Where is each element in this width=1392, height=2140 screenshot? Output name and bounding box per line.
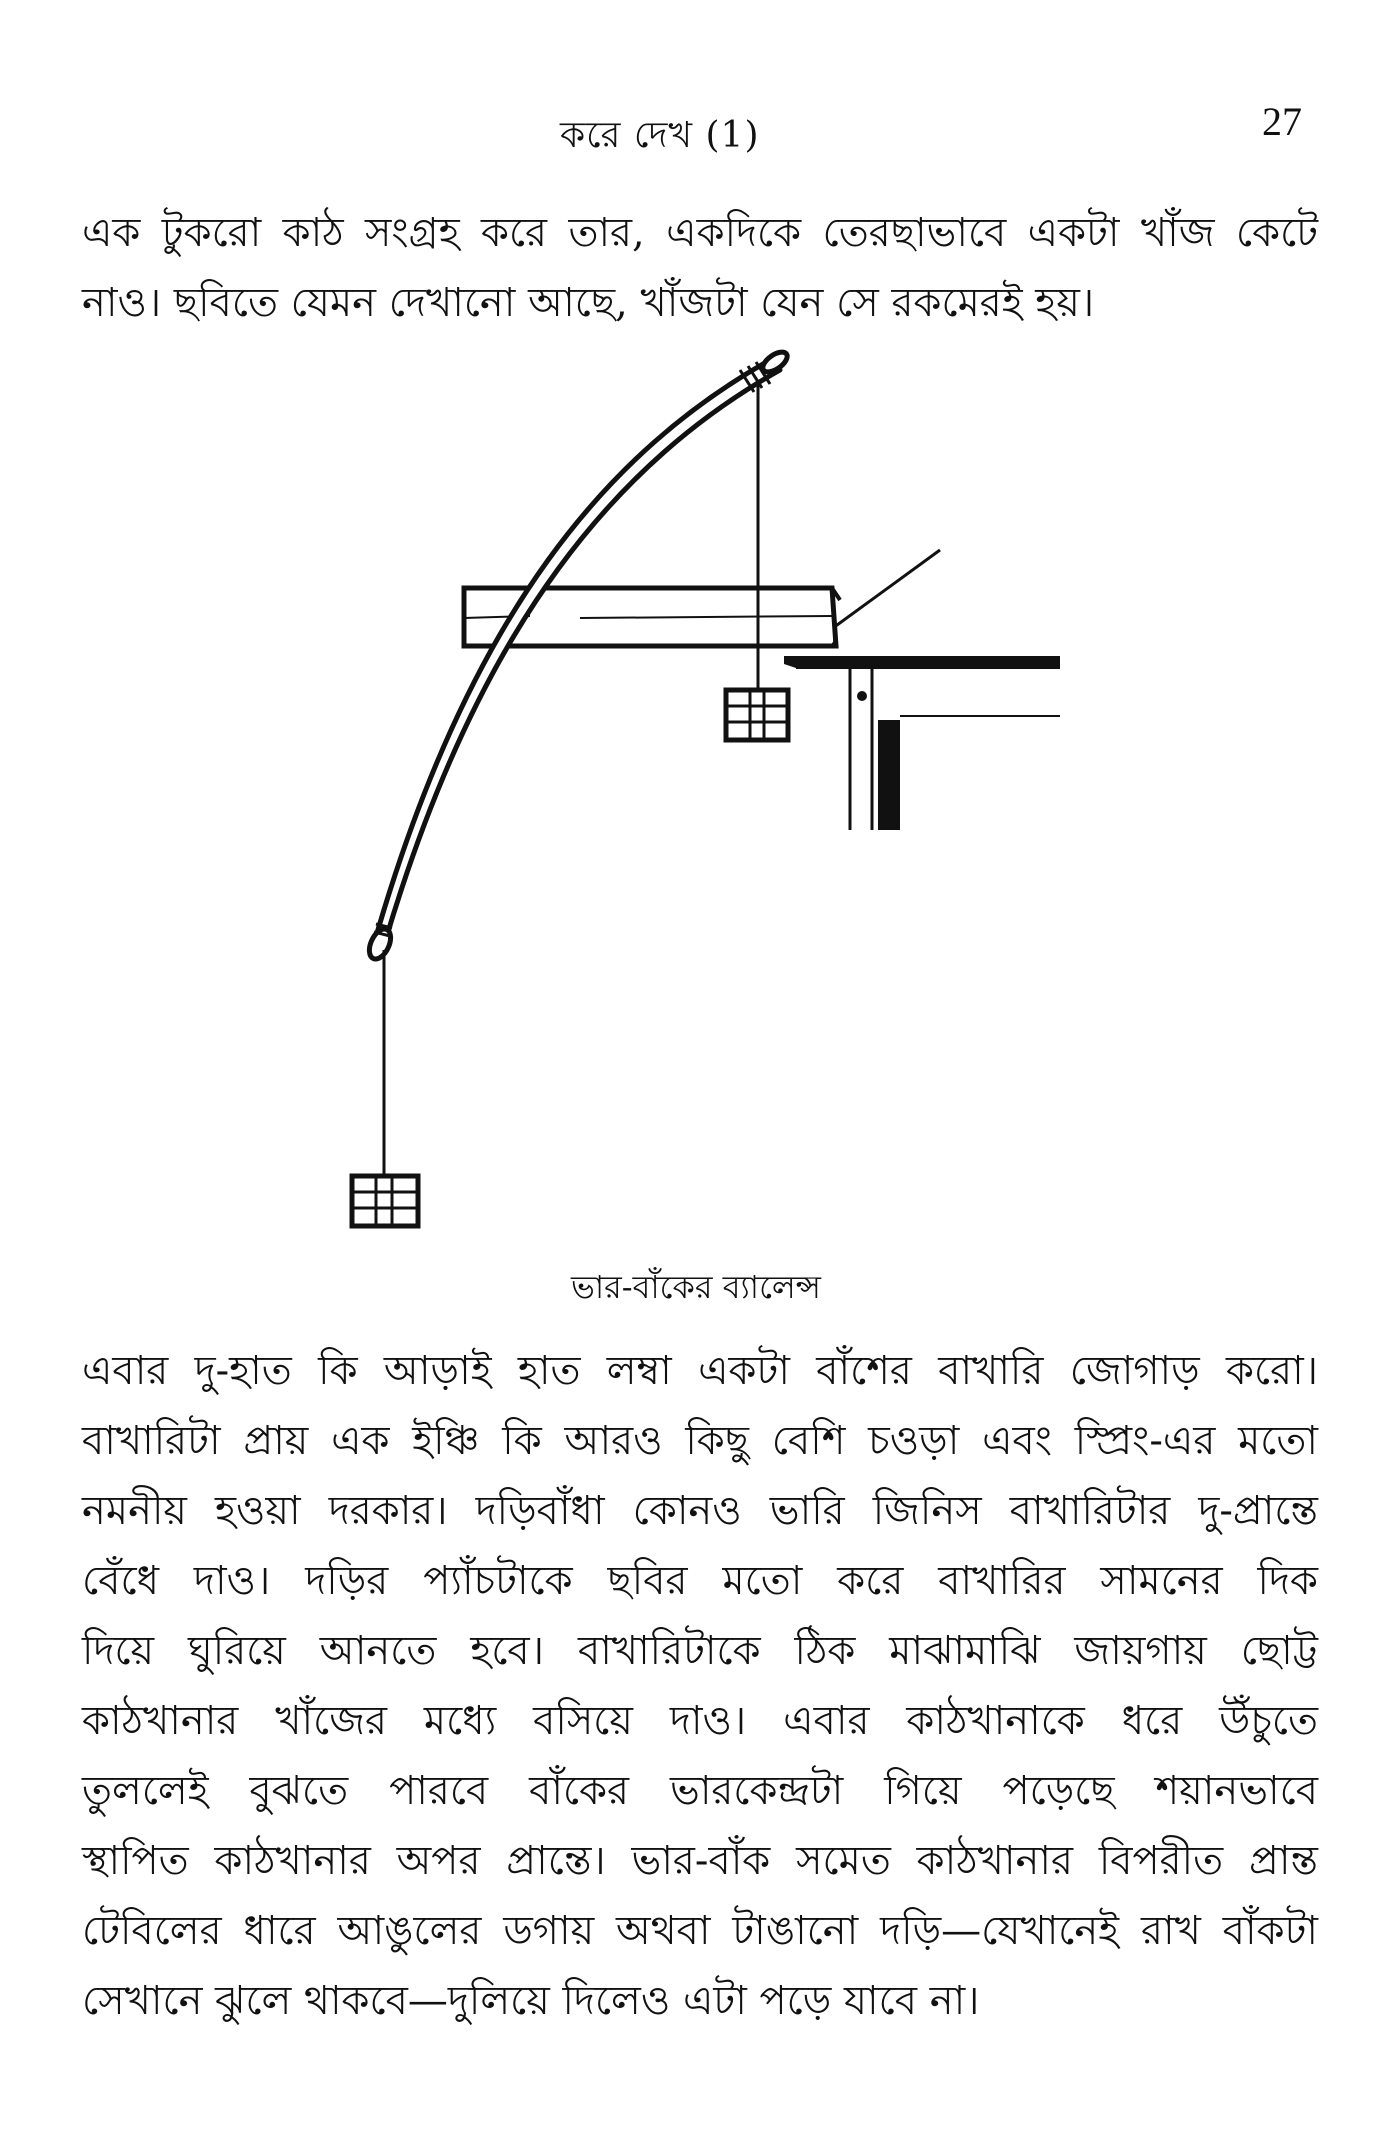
- text-line: টেবিলের ধারে আঙুলের ডগায় অথবা টাঙানো দড়ি—যেখানেই রাখ বাঁকটা: [82, 1908, 1318, 1954]
- text-line: কাঠখানার খাঁজের মধ্যে বসিয়ে দাও। এবার কাঠখানাকে ধরে উঁচুতে: [82, 1698, 1318, 1744]
- text-line: এক টুকরো কাঠ সংগ্রহ করে তার, একদিকে তেরছাভাবে একটা খাঁজ কেটে: [82, 210, 1318, 256]
- running-header: করে দেখ (1): [560, 115, 760, 156]
- text-line: নমনীয় হওয়া দরকার। দড়িবাঁধা কোনও ভারি জিনিস বাখারিটার দু-প্রান্তে: [82, 1488, 1318, 1534]
- text-line: সেখানে ঝুলে থাকবে—দুলিয়ে দিলেও এটা পড়ে যাবে না।: [82, 1978, 980, 2024]
- bamboo-strip: [365, 348, 790, 962]
- text-line: এবার দু-হাত কি আড়াই হাত লম্বা একটা বাঁশের বাখারি জোগাড় করো।: [82, 1348, 1318, 1394]
- pointer-line: [822, 550, 940, 636]
- page-number: 27: [1262, 99, 1302, 144]
- text-line: স্থাপিত কাঠখানার অপর প্রান্তে। ভার-বাঁক সমেত কাঠখানার বিপরীত প্রান্ত: [82, 1838, 1318, 1884]
- text-line: নাও। ছবিতে যেমন দেখানো আছে, খাঁজটা যেন সে রকমেরই হয়।: [82, 280, 1095, 326]
- paragraph-intro: [82, 198, 1318, 338]
- left-weight: [352, 950, 418, 1226]
- text-line: তুললেই বুঝতে পারবে বাঁকের ভারকেন্দ্রটা গিয়ে পড়েছে শয়ানভাবে: [82, 1768, 1318, 1814]
- text-line: বাখারিটা প্রায় এক ইঞ্চি কি আরও কিছু বেশি চওড়া এবং স্প্রিং-এর মতো: [82, 1418, 1318, 1464]
- right-weight: [726, 384, 788, 740]
- balance-illustration: [280, 340, 1080, 1260]
- table-drawing: [784, 656, 1060, 830]
- figure-caption: ভার-বাঁকের ব্যালেন্স: [571, 1268, 821, 1306]
- text-line: দিয়ে ঘুরিয়ে আনতে হবে। বাখারিটাকে ঠিক মাঝামাঝি জায়গায় ছোট্ট: [82, 1628, 1318, 1674]
- paragraph-instructions: [82, 1336, 1318, 2036]
- text-line: বেঁধে দাও। দড়ির প্যাঁচটাকে ছবির মতো করে বাখারির সামনের দিক: [82, 1558, 1318, 1604]
